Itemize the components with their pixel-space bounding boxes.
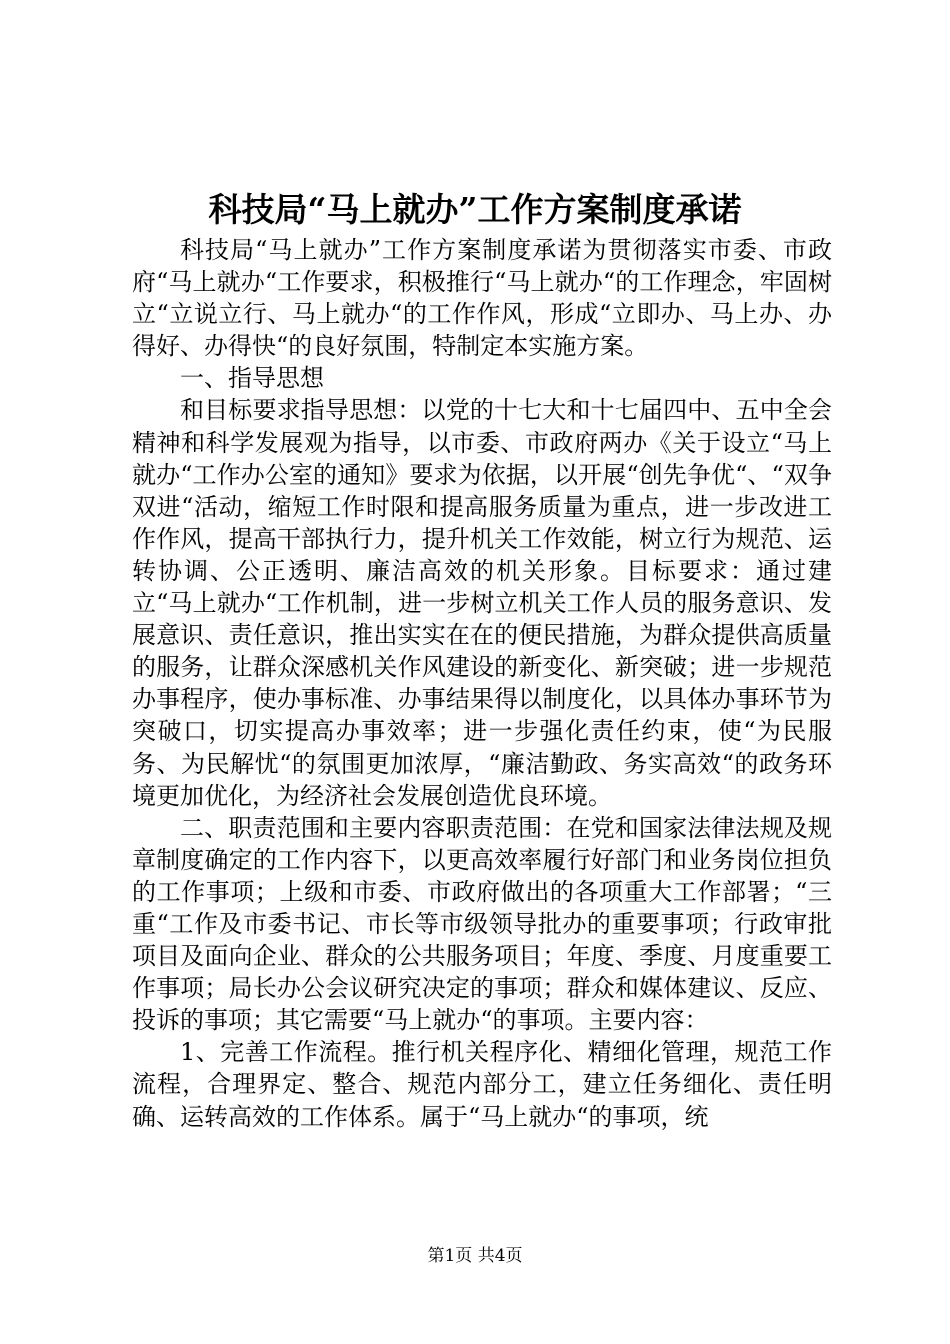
section-heading-guiding-thought: 一、指导思想 <box>180 364 324 393</box>
paragraph-workflow: 1、完善工作流程。推行机关程序化、精细化管理，规范工作流程，合理界定、整合、规范内部分工，建立任务细化、责任明确、运转高效的工作体系。属于“马上就办“的事项，统 <box>132 1038 832 1131</box>
document-body <box>132 234 832 1133</box>
paragraph-scope-and-content: 二、职责范围和主要内容职责范围：在党和国家法律法规及规章制度确定的工作内容下，以更高效率履行好部门和业务岗位担负的工作事项；上级和市委、市政府做出的各项重大工作部署；“三重“工作及市委书记、市长等市级领导批办的重要事项；行政审批项目及面向企业、群众的公共服务项目；年度、季度、月度重要工作事项；局长办公会议研究决定的事项；群众和媒体建议、反应、投诉的事项；其它需要“马上就办“的事项。主要内容： <box>132 813 832 1035</box>
paragraph-intro: 科技局“马上就办”工作方案制度承诺为贯彻落实市委、市政府“马上就办“工作要求，积极推行“马上就办“的工作理念，牢固树立“立说立行、马上就办“的工作作风，形成“立即办、马上办、办得好、办得快“的良好氛围，特制定本实施方案。 <box>132 236 832 361</box>
document-title: 科技局“马上就办”工作方案制度承诺 <box>208 190 742 229</box>
paragraph-guiding-thought: 和目标要求指导思想：以党的十七大和十七届四中、五中全会精神和科学发展观为指导，以市委、市政府两办《关于设立“马上就办“工作办公室的通知》要求为依据，以开展“创先争优“、“双争双进“活动，缩短工作时限和提高服务质量为重点，进一步改进工作作风，提高干部执行力，提升机关工作效能，树立行为规范、运转协调、公正透明、廉洁高效的机关形象。目标要求：通过建立“马上就办“工作机制，进一步树立机关工作人员的服务意识、发展意识、责任意识，推出实实在在的便民措施，为群众提供高质量的服务，让群众深感机关作风建设的新变化、新突破；进一步规范办事程序，使办事标准、办事结果得以制度化，以具体办事环节为突破口，切实提高办事效率；进一步强化责任约束，使“为民服务、为民解忧“的氛围更加浓厚，“廉洁勤政、务实高效“的政务环境更加优化，为经济社会发展创造优良环境。 <box>132 396 832 810</box>
page-number-footer: 第1页 共4页 <box>427 1246 523 1266</box>
